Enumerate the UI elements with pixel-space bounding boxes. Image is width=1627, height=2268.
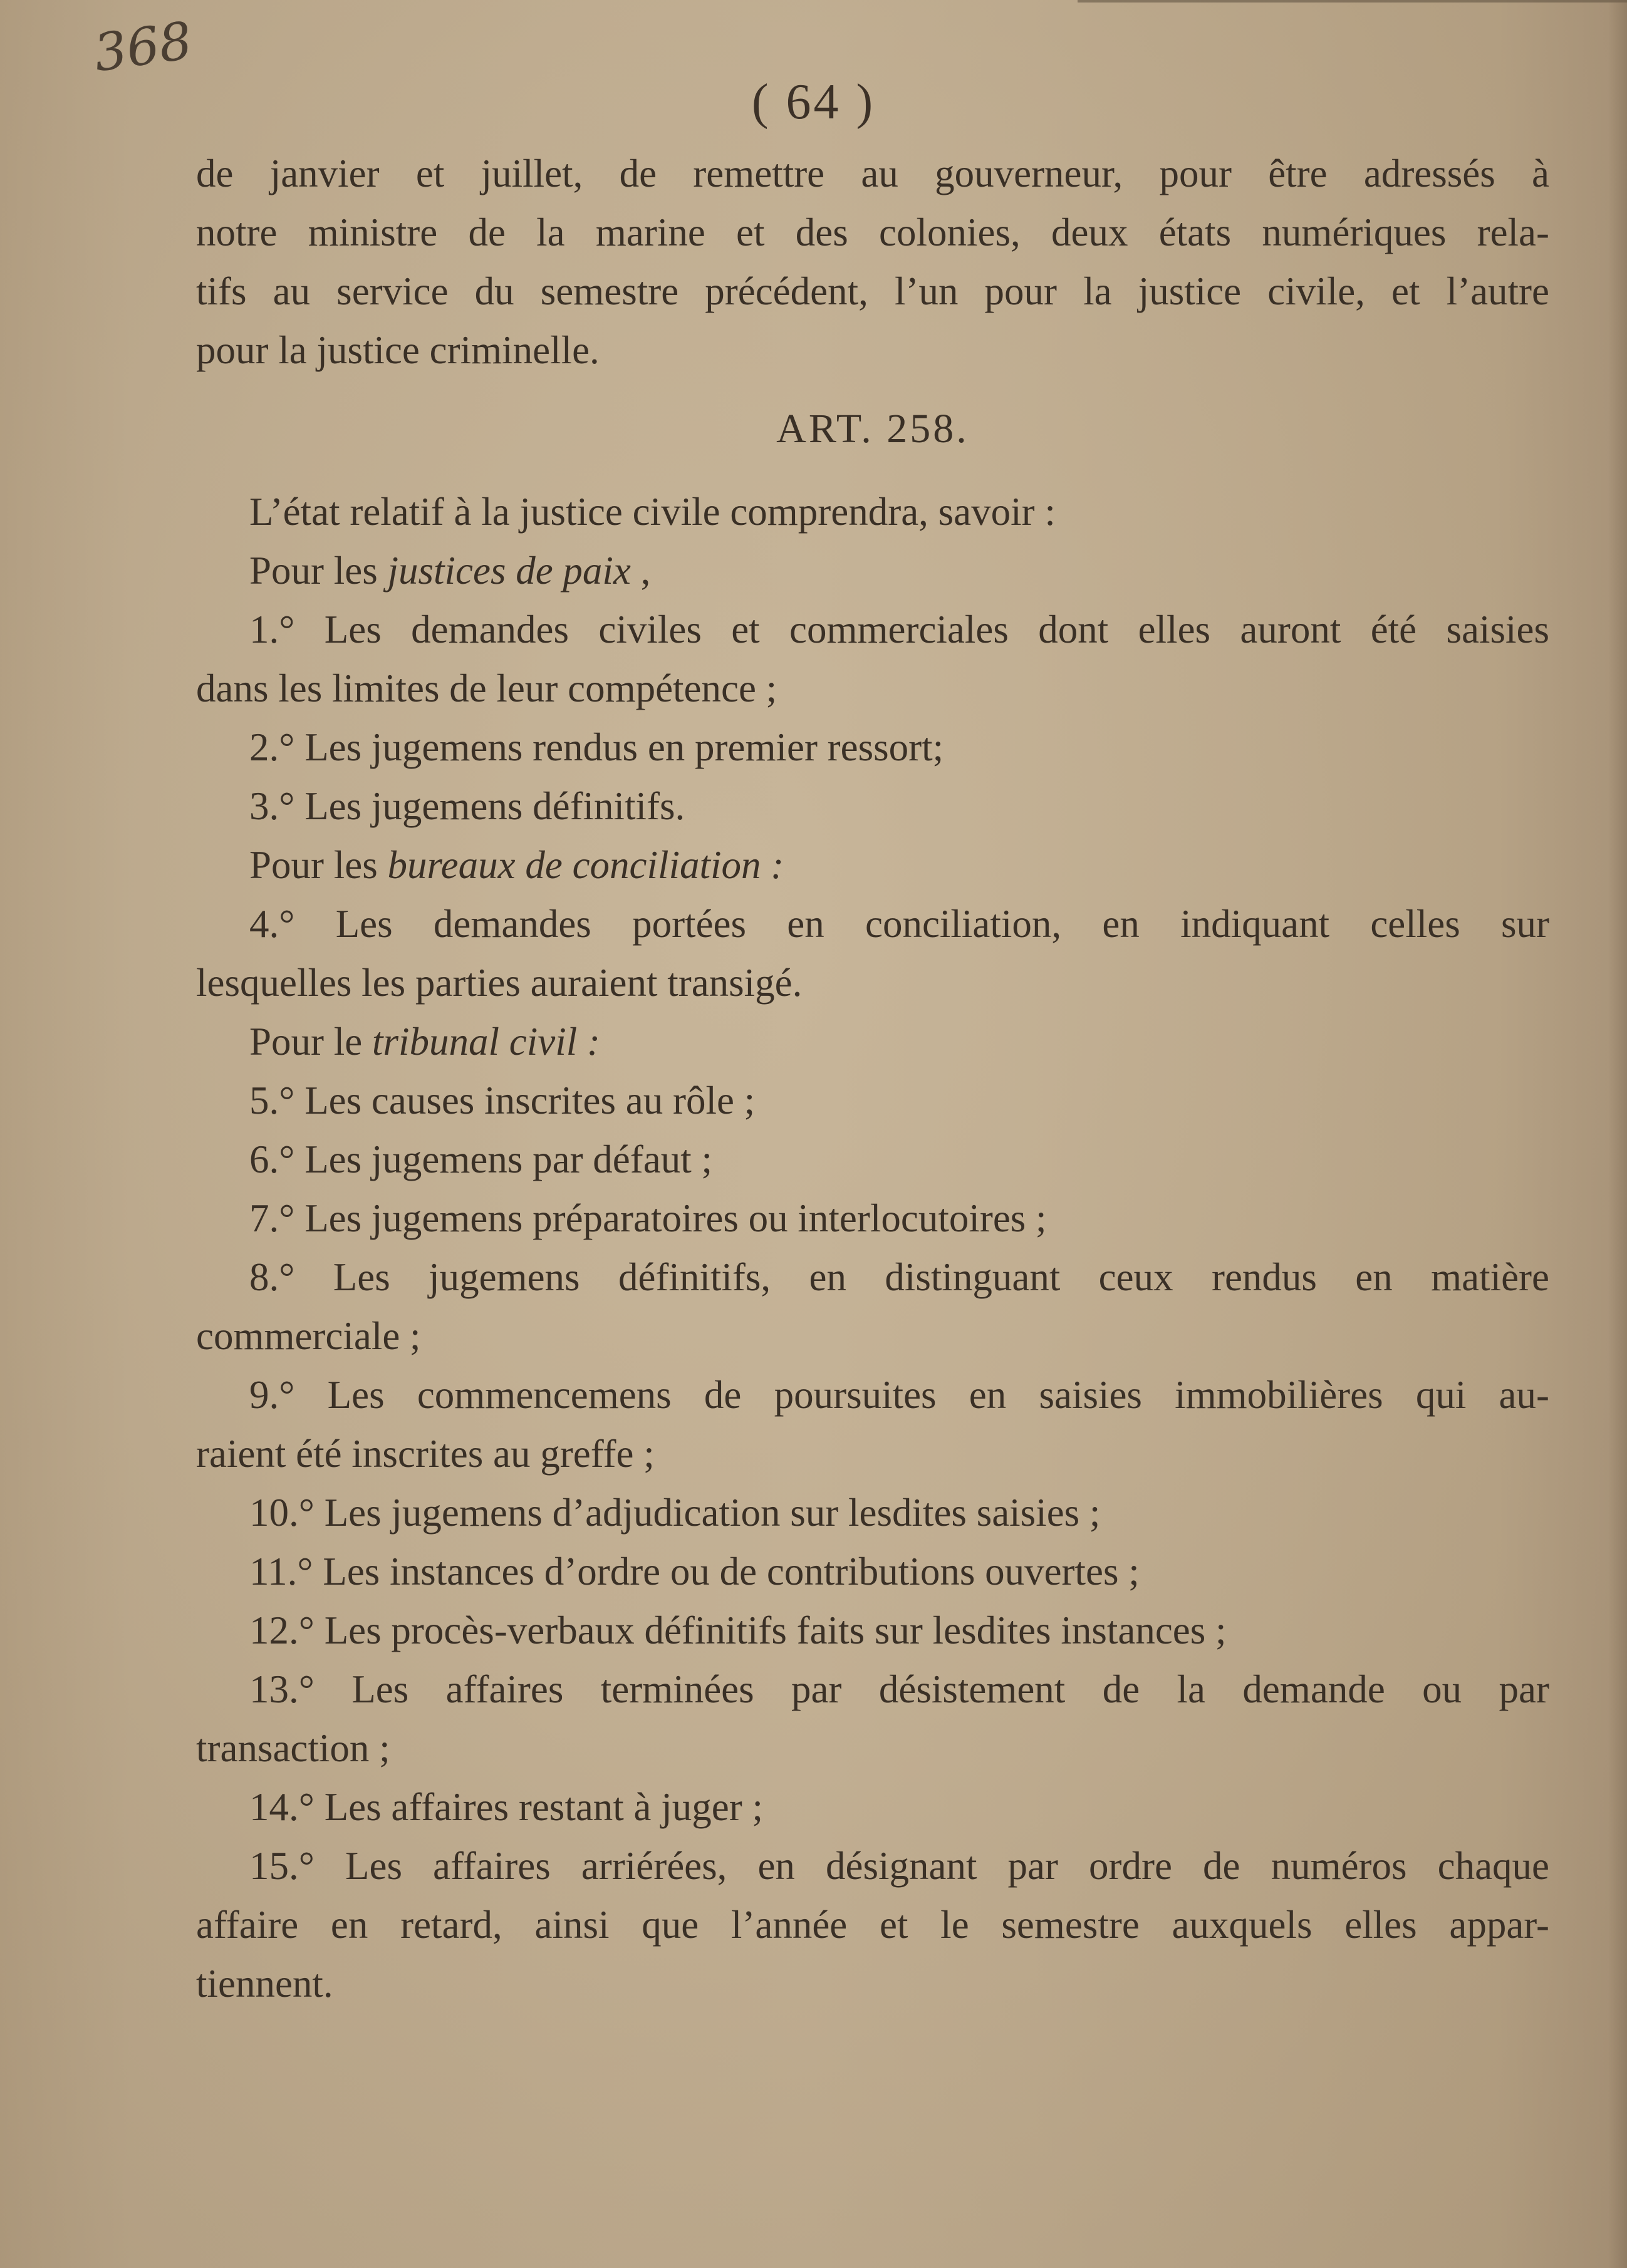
list-item-continuation: raient été inscrites au greffe ;: [196, 1432, 655, 1476]
text-line: de janvier et juillet, de remettre au gouverneur, pour être adressés à: [196, 152, 1549, 195]
list-item: 9.° Les commencemens de poursuites en saisies immobilières qui au-: [249, 1373, 1549, 1417]
article-heading: ART. 258.: [776, 406, 969, 452]
list-item: 3.° Les jugemens définitifs.: [249, 784, 685, 828]
text-line: pour la justice criminelle.: [196, 328, 600, 372]
handwritten-folio-note: 368: [90, 11, 196, 84]
top-edge-rule: [1078, 0, 1627, 3]
page-number: ( 64 ): [751, 75, 876, 130]
page-edge-shadow: [1608, 0, 1627, 2268]
list-item: 8.° Les jugemens définitifs, en distinguant ceux rendus en matière: [249, 1255, 1549, 1299]
section-heading-tribunal-civil: Pour le tribunal civil :: [249, 1020, 600, 1064]
opening-paragraph: [196, 144, 1549, 380]
list-item: 12.° Les procès-verbaux définitifs faits sur lesdites instances ;: [249, 1608, 1227, 1652]
list-item-continuation: tiennent.: [196, 1962, 333, 2006]
text-line: notre ministre de la marine et des colonies, deux états numériques rela-: [196, 210, 1549, 254]
list-item: 10.° Les jugemens d’adjudication sur lesdites saisies ;: [249, 1491, 1101, 1535]
list-item: 7.° Les jugemens préparatoires ou interlocutoires ;: [249, 1196, 1047, 1240]
list-item: 2.° Les jugemens rendus en premier ressort;: [249, 725, 944, 769]
section-heading-justices-de-paix: Pour les justices de paix ,: [249, 549, 651, 593]
list-item: 4.° Les demandes portées en conciliation, en indiquant celles sur: [249, 902, 1549, 946]
article-intro: L’état relatif à la justice civile comprendra, savoir :: [249, 490, 1056, 534]
list-item: 6.° Les jugemens par défaut ;: [249, 1137, 712, 1181]
list-item-continuation: affaire en retard, ainsi que l’année et le semestre auxquels elles appar-: [196, 1903, 1549, 1947]
list-item: 11.° Les instances d’ordre ou de contributions ouvertes ;: [249, 1550, 1140, 1593]
text-line: tifs au service du semestre précédent, l’un pour la justice civile, et l’autre: [196, 269, 1549, 313]
list-item: 5.° Les causes inscrites au rôle ;: [249, 1079, 756, 1122]
list-item-continuation: transaction ;: [196, 1726, 390, 1770]
list-item: 13.° Les affaires terminées par désistement de la demande ou par: [249, 1667, 1549, 1711]
article-block: [196, 395, 1549, 2013]
section-heading-bureaux-de-conciliation: Pour les bureaux de conciliation :: [249, 843, 784, 887]
list-item-continuation: lesquelles les parties auraient transigé.: [196, 961, 803, 1005]
list-item-continuation: dans les limites de leur compétence ;: [196, 666, 777, 710]
list-item: 1.° Les demandes civiles et commerciales dont elles auront été saisies: [249, 608, 1549, 651]
list-item-continuation: commerciale ;: [196, 1314, 421, 1358]
list-item: 15.° Les affaires arriérées, en désignant par ordre de numéros chaque: [249, 1844, 1549, 1888]
list-item: 14.° Les affaires restant à juger ;: [249, 1785, 763, 1829]
